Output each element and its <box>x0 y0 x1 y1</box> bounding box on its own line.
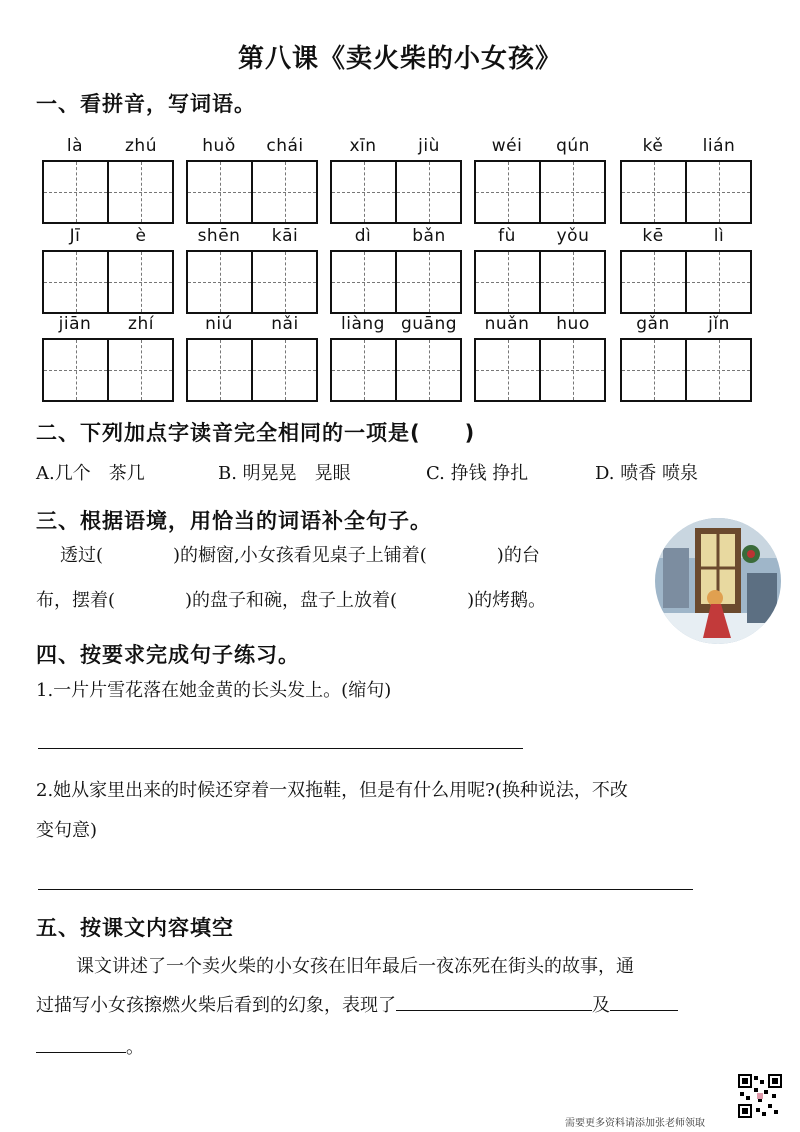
pinyin-syllable: chái <box>266 136 304 156</box>
pinyin-syllable: kě <box>642 136 664 156</box>
character-box <box>186 160 318 224</box>
character-cell[interactable] <box>188 162 253 222</box>
character-box <box>330 160 462 224</box>
section1-heading: 一、看拼音，写词语。 <box>36 92 256 116</box>
fill-blank-1[interactable] <box>396 992 592 1011</box>
character-cell[interactable] <box>188 340 253 400</box>
section4-q2-line2: 变句意) <box>36 820 98 841</box>
match-girl-illustration <box>655 518 781 644</box>
pinyin-syllable: yǒu <box>556 226 590 246</box>
section3-line2: 布，摆着( )的盘子和碗，盘子上放着( )的烤鹅。 <box>36 590 547 611</box>
section5-line2: 过描写小女孩擦燃火柴后看到的幻象，表现了 及 <box>36 983 678 1029</box>
page-title: 第八课《卖火柴的小女孩》 <box>237 44 562 74</box>
qr-code-icon <box>738 1074 782 1118</box>
pinyin-syllable: Jī <box>69 226 81 246</box>
option-c[interactable]: C. 挣钱 挣扎 <box>426 463 529 484</box>
character-cell[interactable] <box>622 162 687 222</box>
character-box <box>42 338 174 402</box>
pinyin-syllable: zhí <box>128 314 154 334</box>
pinyin-syllable: kāi <box>271 226 299 246</box>
character-cell[interactable] <box>188 252 253 312</box>
character-cell[interactable] <box>253 252 316 312</box>
character-box <box>330 338 462 402</box>
pinyin-syllable: zhú <box>125 136 157 156</box>
pinyin-syllable: jǐn <box>708 314 730 334</box>
character-box <box>186 338 318 402</box>
option-d[interactable]: D. 喷香 喷泉 <box>595 463 698 484</box>
character-box <box>42 250 174 314</box>
option-a[interactable]: A.几个 茶几 <box>36 463 145 484</box>
pinyin-syllable: liàng <box>341 314 385 334</box>
character-box <box>474 250 606 314</box>
fill-blank-2b[interactable] <box>36 1034 126 1053</box>
character-cell[interactable] <box>109 162 172 222</box>
pinyin-syllable: xīn <box>349 136 377 156</box>
pinyin-syllable: gǎn <box>636 314 670 334</box>
answer-line-2[interactable] <box>38 889 693 890</box>
section5-line1: 课文讲述了一个卖火柴的小女孩在旧年最后一夜冻死在街头的故事，通 <box>76 956 634 977</box>
character-box <box>620 338 752 402</box>
character-cell[interactable] <box>622 340 687 400</box>
pinyin-syllable: guāng <box>400 314 458 334</box>
section4-heading: 四、按要求完成句子练习。 <box>36 643 300 667</box>
character-cell[interactable] <box>44 252 109 312</box>
character-cell[interactable] <box>687 340 750 400</box>
answer-line-1[interactable] <box>38 748 523 749</box>
section2-heading: 二、下列加点字读音完全相同的一项是( ) <box>36 421 476 445</box>
pinyin-syllable: lián <box>702 136 736 156</box>
character-cell[interactable] <box>476 340 541 400</box>
character-box <box>474 338 606 402</box>
pinyin-syllable: jiù <box>418 136 440 156</box>
character-cell[interactable] <box>541 162 604 222</box>
character-cell[interactable] <box>332 162 397 222</box>
character-cell[interactable] <box>476 162 541 222</box>
character-cell[interactable] <box>541 340 604 400</box>
character-cell[interactable] <box>687 162 750 222</box>
fill-blank-2a[interactable] <box>610 992 678 1011</box>
pinyin-syllable: fù <box>498 226 516 246</box>
character-cell[interactable] <box>109 340 172 400</box>
character-cell[interactable] <box>397 252 460 312</box>
character-box <box>186 250 318 314</box>
character-cell[interactable] <box>397 162 460 222</box>
character-box <box>330 250 462 314</box>
pinyin-syllable: jiān <box>58 314 92 334</box>
pinyin-syllable: dì <box>354 226 372 246</box>
section3-line1: 透过( )的橱窗,小女孩看见桌子上铺着( )的台 <box>60 545 540 566</box>
pinyin-syllable: nǎi <box>271 314 299 334</box>
pinyin-syllable: huo <box>556 314 590 334</box>
pinyin-syllable: niú <box>205 314 233 334</box>
character-cell[interactable] <box>687 252 750 312</box>
character-cell[interactable] <box>253 162 316 222</box>
pinyin-syllable: qún <box>556 136 590 156</box>
character-cell[interactable] <box>332 340 397 400</box>
section5-line3: 。 <box>36 1025 144 1071</box>
pinyin-syllable: huǒ <box>202 136 236 156</box>
character-cell[interactable] <box>622 252 687 312</box>
section4-q1: 1.一片片雪花落在她金黄的长头发上。(缩句) <box>36 680 392 701</box>
footer-note: 需要更多资料请添加张老师领取 <box>565 1118 705 1129</box>
pinyin-syllable: nuǎn <box>484 314 530 334</box>
pinyin-syllable: è <box>135 226 147 246</box>
pinyin-syllable: shēn <box>197 226 241 246</box>
character-box <box>620 250 752 314</box>
character-cell[interactable] <box>476 252 541 312</box>
character-cell[interactable] <box>541 252 604 312</box>
character-cell[interactable] <box>44 162 109 222</box>
character-cell[interactable] <box>332 252 397 312</box>
character-box <box>620 160 752 224</box>
pinyin-syllable: bǎn <box>412 226 446 246</box>
pinyin-syllable: kē <box>642 226 664 246</box>
section5-heading: 五、按课文内容填空 <box>36 916 234 940</box>
option-b[interactable]: B. 明晃晃 晃眼 <box>218 463 351 484</box>
section4-q2-line1: 2.她从家里出来的时候还穿着一双拖鞋，但是有什么用呢?(换种说法，不改 <box>36 780 628 801</box>
section3-heading: 三、根据语境，用恰当的词语补全句子。 <box>36 509 432 533</box>
pinyin-syllable: wéi <box>491 136 523 156</box>
character-cell[interactable] <box>44 340 109 400</box>
pinyin-syllable: lì <box>713 226 725 246</box>
character-cell[interactable] <box>397 340 460 400</box>
character-cell[interactable] <box>253 340 316 400</box>
character-box <box>42 160 174 224</box>
character-cell[interactable] <box>109 252 172 312</box>
character-box <box>474 160 606 224</box>
pinyin-syllable: là <box>66 136 84 156</box>
